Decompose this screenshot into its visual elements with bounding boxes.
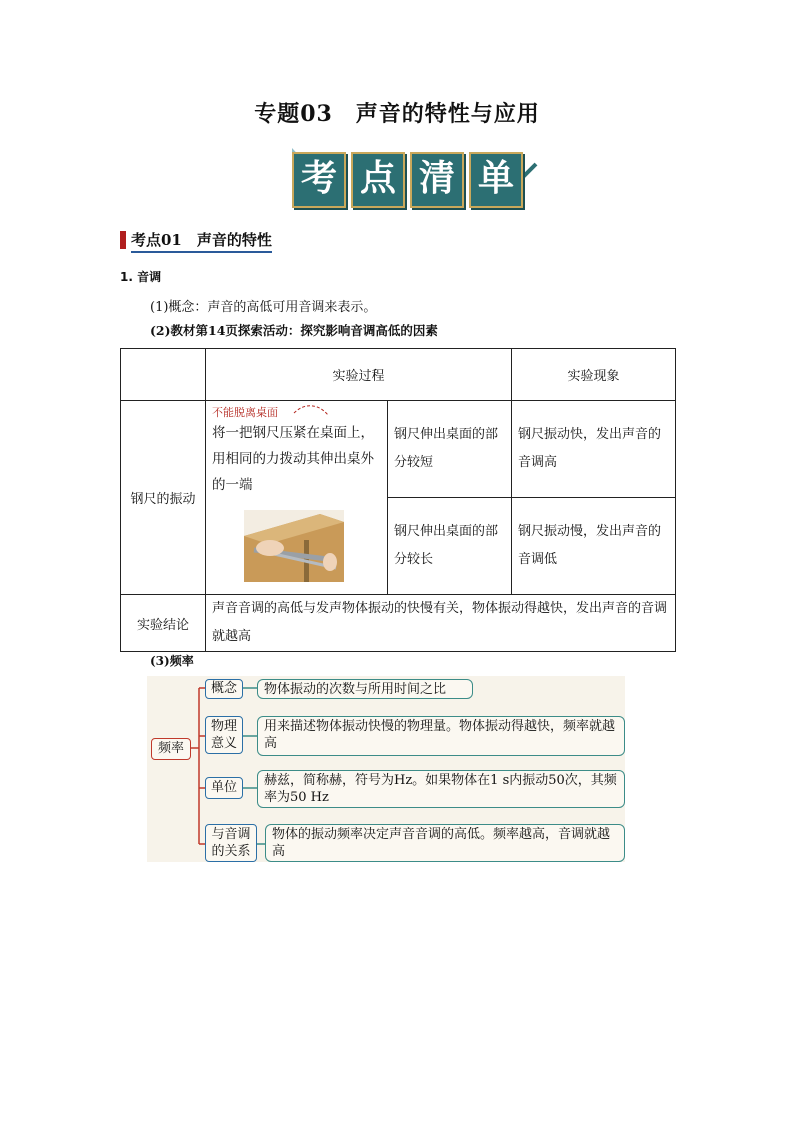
page-title: 专题03 声音的特性与应用 [254, 101, 540, 127]
activity-heading: (2)教材第14页探索活动：探究影响音调高低的因素 [150, 323, 438, 338]
section-marker [120, 231, 126, 249]
short-condition: 钢尺伸出桌面的部分较短 [388, 401, 512, 498]
banner-char: 单 [469, 152, 523, 208]
long-condition: 钢尺伸出桌面的部分较长 [388, 498, 512, 595]
mindmap-key: 与音调的关系 [205, 824, 257, 862]
conclusion-label: 实验结论 [121, 595, 206, 652]
note-arrow [292, 405, 332, 419]
mindmap-desc: 物体振动的次数与所用时间之比 [257, 679, 473, 699]
mindmap-desc: 物体的振动频率决定声音音调的高低。频率越高，音调就越高 [265, 824, 625, 862]
section-title: 考点01 声音的特性 [131, 229, 272, 253]
banner-char: 考 [292, 152, 346, 208]
header-process: 实验过程 [206, 349, 512, 401]
table-corner [121, 349, 206, 401]
subheading-pitch: 1. 音调 [120, 270, 162, 284]
banner-kaodian-qingdan [288, 146, 538, 214]
header-phenomenon: 实验现象 [512, 349, 676, 401]
experiment-table [120, 348, 676, 652]
procedure-text: 将一把钢尺压紧在桌面上，用相同的力拨动其伸出桌外的一端 [212, 425, 374, 493]
conclusion-text: 声音音调的高低与发声物体振动的快慢有关，物体振动得越快，发出声音的音调就越高 [206, 595, 676, 652]
short-result: 钢尺振动快，发出声音的音调高 [512, 401, 676, 498]
mindmap-key: 物理意义 [205, 716, 243, 754]
mindmap-desc: 赫兹，简称赫，符号为Hz。如果物体在1 s内振动50次，其频率为50 Hz [257, 770, 625, 808]
row-label: 钢尺的振动 [121, 401, 206, 595]
frequency-heading: (3)频率 [150, 654, 194, 668]
frequency-mindmap [147, 676, 625, 862]
pitch-definition: (1)概念：声音的高低可用音调来表示。 [150, 300, 377, 315]
procedure-cell [206, 401, 388, 595]
note-handwritten: 不能脱离桌面 [212, 406, 278, 419]
banner-char: 点 [351, 152, 405, 208]
mindmap-key: 单位 [205, 777, 243, 799]
mindmap-key: 概念 [205, 679, 243, 699]
mindmap-desc: 用来描述物体振动快慢的物理量。物体振动得越快，频率就越高 [257, 716, 625, 756]
ruler-table-illustration [244, 510, 344, 582]
banner-char: 清 [410, 152, 464, 208]
mindmap-root: 频率 [151, 738, 191, 760]
long-result: 钢尺振动慢，发出声音的音调低 [512, 498, 676, 595]
